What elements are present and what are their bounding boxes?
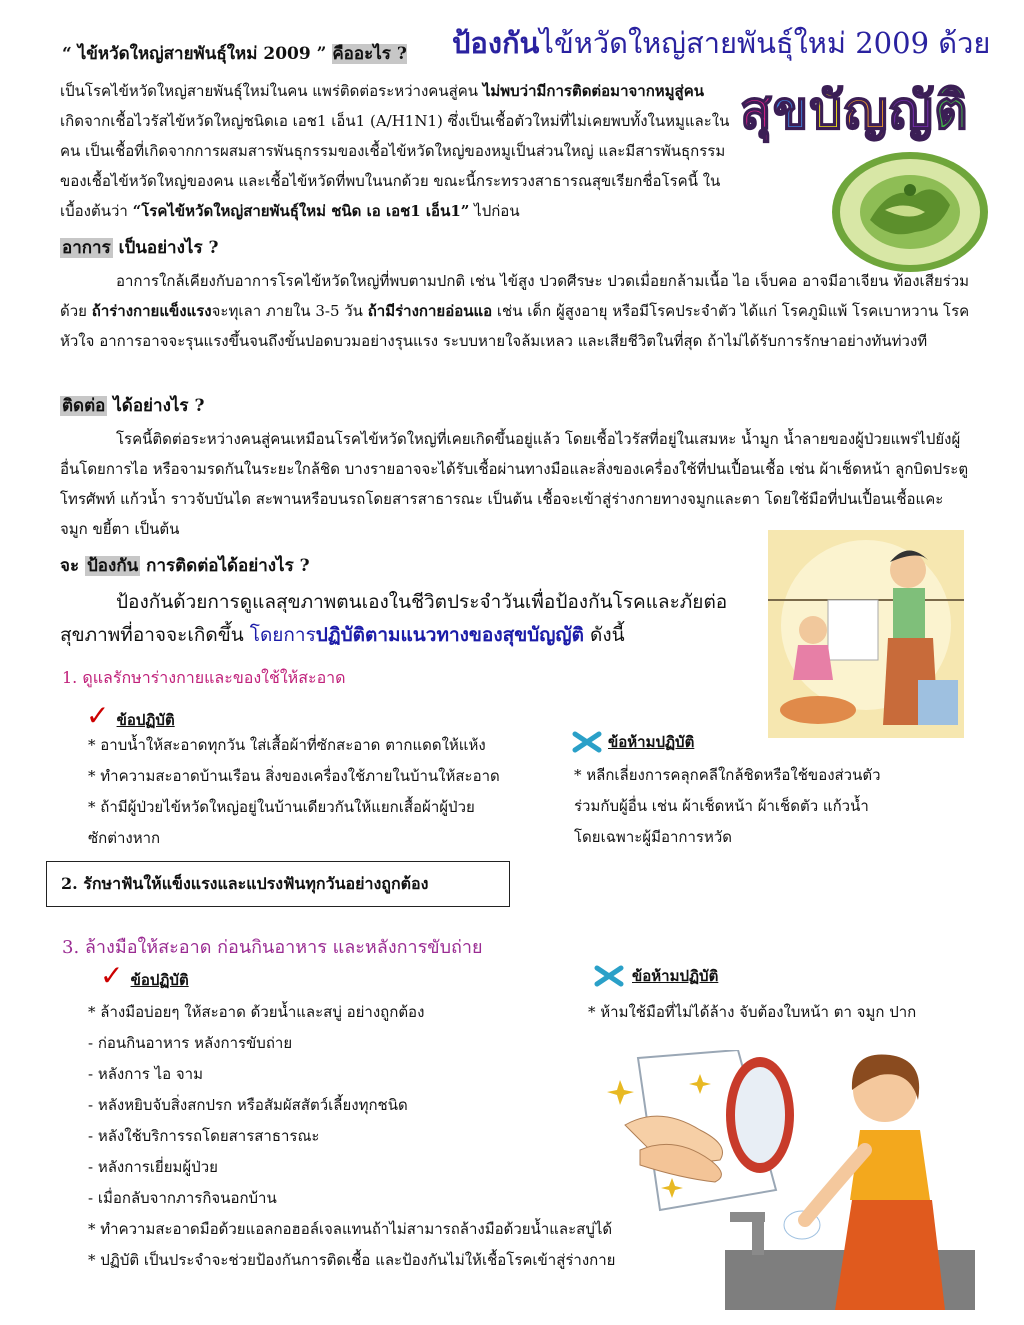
check-icon: ✓ (86, 699, 110, 732)
page-subtitle: สุขบัญญัติ (740, 80, 969, 141)
cross-hands-icon (572, 731, 602, 753)
list-item: * หลีกเลี่ยงการคลุกคลีใกล้ชิดหรือใช้ของส่วนตัว (574, 766, 881, 784)
laundry-illustration (768, 530, 964, 738)
intro-paragraph: เป็นโรคไข้หวัดใหญ่สายพันธุ์ใหม่ในคน แพร่ติดต่อระหว่างคนสู่คน ไม่พบว่ามีการติดต่อมาจากหมูสู่คน เกิดจากเชื้อไวรัสไข้หวัดใหญ่ชนิดเอ เอช1 เอ็น1 (A/H1N1) ซึ่งเป็นเชื้อตัวใหม่ที่ไม่เคยพบทั้งในหมูและในคน เป็นเชื้อที่เกิดจากการผสมสารพันธุกรรมของเชื้อไข้หวัดใหญ่ของหมูเป็นส่วนใหญ่ และมีสารพันธุกรรมของเชื้อไข้หวัดใหญ่ของคน และเชื้อไข้หวัดที่พบในนกด้วย ขณะนี้กระทรวงสาธารณสุขเรียกชื่อโรคนี้ ในเบื้องต้นว่า “โรคไข้หวัดใหญ่สายพันธุ์ใหม่ ชนิด เอ เอช1 เอ็น1” ไปก่อน (60, 82, 730, 220)
item-2-box: 2. รักษาฟันให้แข็งแรงและแปรงฟันทุกวันอย่างถูกต้อง (46, 861, 510, 907)
symptoms-heading: อาการ เป็นอย่างไร ? (62, 238, 219, 258)
list-item: - ก่อนกินอาหาร หลังการขับถ่าย (88, 1034, 293, 1052)
transmission-heading: ติดต่อ ได้อย่างไร ? (62, 396, 205, 416)
list-item: * ทำความสะอาดมือด้วยแอลกอฮอล์เจลแทนถ้าไม่สามารถล้างมือด้วยน้ำและสบู่ได้ (88, 1220, 613, 1238)
list-item: - หลังใช้บริการรถโดยสารสาธารณะ (88, 1127, 320, 1145)
handwashing-illustration (580, 1050, 975, 1310)
prevention-heading: จะ ป้องกัน การติดต่อได้อย่างไร ? (60, 556, 310, 576)
item-3-do-header: ✓ ข้อปฏิบัติ (100, 959, 189, 992)
list-item: * ทำความสะอาดบ้านเรือน สิ่งของเครื่องใช้ภายในบ้านให้สะอาด (88, 767, 500, 785)
list-item: - เมื่อกลับจากภารกิจนอกบ้าน (88, 1189, 277, 1207)
check-icon: ✓ (100, 959, 124, 992)
list-item: - หลังการเยี่ยมผู้ป่วย (88, 1158, 218, 1176)
list-item: ร่วมกับผู้อื่น เช่น ผ้าเช็ดหน้า ผ้าเช็ดตัว แก้วน้ำ (574, 797, 869, 815)
intro-question: “ ไข้หวัดใหญ่สายพันธุ์ใหม่ 2009 ” คืออะไร ? (62, 44, 407, 64)
list-item: * ปฏิบัติ เป็นประจำจะช่วยป้องกันการติดเชื้อ และป้องกันไม่ให้เชื้อโรคเข้าสู่ร่างกาย (88, 1251, 616, 1269)
item-1-dont-header: ข้อห้ามปฏิบัติ (572, 730, 694, 754)
item-3-dont-list (588, 997, 988, 1028)
list-item: - หลังการ ไอ จาม (88, 1065, 203, 1083)
page-title: ป้องกันไข้หวัดใหญ่สายพันธุ์ใหม่ 2009 ด้วย (452, 26, 991, 60)
list-item: * อาบน้ำให้สะอาดทุกวัน ใส่เสื้อผ้าที่ซักสะอาด ตากแดดให้แห้ง (88, 736, 486, 754)
municipality-seal (830, 150, 990, 275)
item-1-do-header: ✓ ข้อปฏิบัติ (86, 699, 175, 732)
symptoms-paragraph: อาการใกล้เคียงกับอาการโรคไข้หวัดใหญ่ที่พบตามปกติ เช่น ไข้สูง ปวดศีรษะ ปวดเมื่อยกล้ามเนื้อ ไอ เจ็บคอ อาจมีอาเจียน ท้องเสียร่วมด้วย ถ้าร่างกายแข็งแรงจะทุเลา ภายใน 3-5 วัน ถ้ามีร่างกายอ่อนแอ เช่น เด็ก ผู้สูงอายุ หรือมีโรคประจำตัว ได้แก่ โรคภูมิแพ้ โรคเบาหวาน โรคหัวใจ อาการอาจจะรุนแรงขึ้นจนถึงขั้นปอดบวมอย่างรุนแรง ระบบหายใจล้มเหลว และเสียชีวิตในที่สุด ถ้าไม่ได้รับการรักษาอย่างทันท่วงที (60, 272, 970, 350)
list-item: ซักต่างหาก (88, 829, 161, 847)
item-1-dont-list (574, 760, 974, 853)
cross-hands-icon (594, 965, 624, 987)
transmission-paragraph: โรคนี้ติดต่อระหว่างคนสู่คนเหมือนโรคไข้หวัดใหญ่ที่เคยเกิดขึ้นอยู่แล้ว โดยเชื้อไวรัสที่อยู่ในเสมหะ น้ำมูก น้ำลายของผู้ป่วยแพร่ไปยังผู้อื่นโดยการไอ หรือจามรดกันในระยะใกล้ชิด บางรายอาจจะได้รับเชื้อผ่านทางมือและสิ่งของเครื่องใช้ที่ปนเปื้อนเชื้อ เช่น ผ้าเช็ดหน้า ลูกบิดประตู โทรศัพท์ แก้วน้ำ ราวจับบันได สะพานหรือบนรถโดยสารสาธารณะ เป็นต้น เชื้อจะเข้าสู่ร่างกายทางจมูกและตา โดยใช้มือที่ปนเปื้อนเชื้อแคะจมูก ขยี้ตา เป็นต้น (60, 430, 969, 538)
item-3-title: 3. ล้างมือให้สะอาด ก่อนกินอาหาร และหลังการขับถ่าย (62, 937, 483, 958)
list-item: โดยเฉพาะผู้มีอาการหวัด (574, 828, 733, 846)
list-item: * ห้ามใช้มือที่ไม่ได้ล้าง จับต้องใบหน้า ตา จมูก ปาก (588, 1003, 917, 1021)
list-item: - หลังหยิบจับสิ่งสกปรก หรือสัมผัสสัตว์เลี้ยงทุกชนิด (88, 1096, 408, 1114)
item-3-dont-header: ข้อห้ามปฏิบัติ (594, 964, 718, 988)
item-1-title: 1. ดูแลรักษาร่างกายและของใช้ให้สะอาด (62, 668, 346, 687)
item-1-do-list (88, 730, 568, 854)
list-item: * ถ้ามีผู้ป่วยไข้หวัดใหญ่อยู่ในบ้านเดียวกันให้แยกเสื้อผ้าผู้ป่วย (88, 798, 475, 816)
prevention-paragraph: ป้องกันด้วยการดูแลสุขภาพตนเองในชีวิตประจำวันเพื่อป้องกันโรคและภัยต่อสุขภาพที่อาจจะเกิดขึ้น โดยการปฏิบัติตามแนวทางของสุขบัญญัติ ดังนี้ (60, 591, 728, 646)
list-item: * ล้างมือบ่อยๆ ให้สะอาด ด้วยน้ำและสบู่ อย่างถูกต้อง (88, 1003, 425, 1021)
